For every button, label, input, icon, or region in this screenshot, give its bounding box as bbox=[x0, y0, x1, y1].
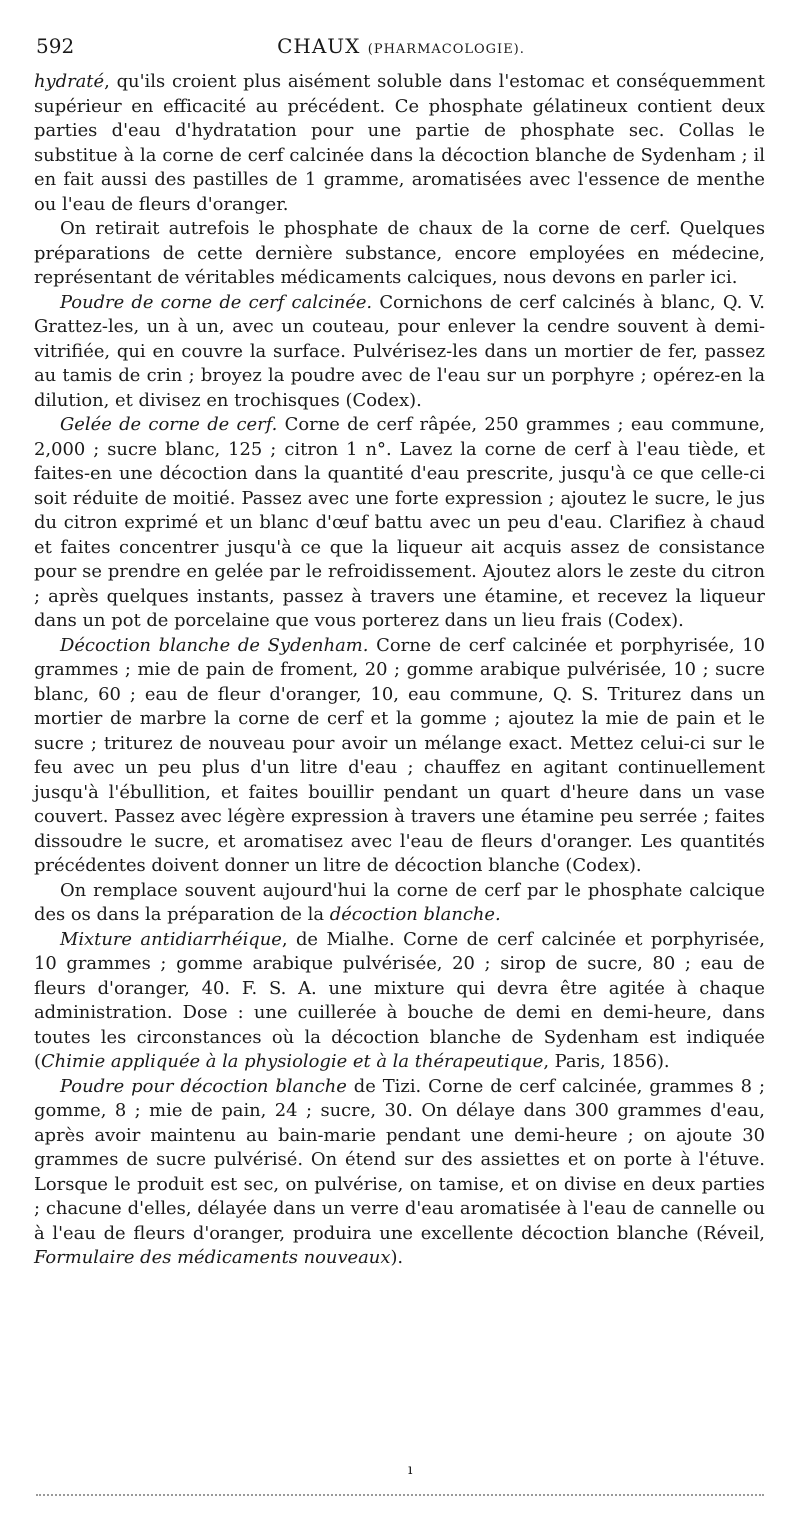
paragraph-text: , de Mialhe. Corne de cerf calcinée et porphyrisée, 10 grammes ; gomme arabique pulvérisée, 20 ; sirop de sucre, 80 ; eau de fleurs d'oranger, 40. F. S. A. une mixture qui devra être agitée à chaque administration. Dose : une cuillerée à bouche de demi en demi-heure, dans toutes les circonstances où la décoction blanche de Sydenham est indiquée ( bbox=[34, 928, 765, 1072]
italic-text: Mixture antidiarrhéique bbox=[60, 928, 282, 950]
italic-text: Chimie appliquée à la physiologie et à la thérapeutique bbox=[40, 1051, 544, 1072]
italic-text: Gelée de corne de cerf. bbox=[60, 414, 278, 435]
paragraph bbox=[34, 879, 765, 928]
italic-text: décoction blanche. bbox=[329, 904, 501, 925]
paragraph-text: On remplace souvent aujourd'hui la corne de cerf par le phosphate calcique des os dans la préparation de la bbox=[34, 879, 765, 925]
paragraph-text: On retirait autrefois le phosphate de chaux de la corne de cerf. Quelques préparations de cette dernière substance, encore employées en médecine, représentant de véritables médicaments calciques, nous devons en parler ici. bbox=[34, 218, 765, 288]
paragraph-text: , Paris, 1856). bbox=[543, 1051, 670, 1072]
running-head-title: CHAUX bbox=[277, 34, 361, 58]
paragraph-text: Corne de cerf calcinée et porphyrisée, 10 grammes ; mie de pain de froment, 20 ; gomme arabique pulvérisée, 10 ; sucre blanc, 60 ; eau de fleur d'oranger, 10, eau commune, Q. S. Triturez dans un mortier de marbre la corne de cerf et la gomme ; ajoutez la mie de pain et le sucre ; triturez de nouveau pour avoir un mélange exact. Mettez celui-ci sur le feu avec un peu plus d'un litre d'eau ; chauffez en agitant continuellement jusqu'à l'ébullition, et faites bouillir pendant un quart d'heure dans un vase couvert. Passez avec légère expression à travers une étamine peu serrée ; faites dissoudre le sucre, et aromatisez avec l'eau de fleurs d'oranger. Les quantités précédentes doivent donner un litre de décoction blanche (Codex). bbox=[34, 634, 765, 876]
page-number: 592 bbox=[36, 34, 75, 58]
italic-text: Poudre de corne de cerf calcinée. bbox=[60, 291, 373, 313]
body-text bbox=[34, 70, 765, 1271]
page-header bbox=[36, 34, 766, 64]
paragraph bbox=[34, 291, 765, 414]
paragraph bbox=[34, 413, 765, 634]
paragraph-text: de Tizi. Corne de cerf calcinée, grammes 8 ; gomme, 8 ; mie de pain, 24 ; sucre, 30. On délaye dans 300 grammes d'eau, après avoir maintenu au bain-marie pendant une demi-heure ; on ajoute 30 grammes de sucre pulvérisé. On étend sur des assiettes et on porte à l'étuve. Lorsque le produit est sec, on pulvérise, on tamise, et on divise en deux parties ; chacune d'elles, délayée dans un verre d'eau aromatisée à l'eau de cannelle ou à l'eau de fleurs d'oranger, produira une excellente décoction blanche (Réveil, bbox=[34, 1075, 766, 1244]
footer-rule bbox=[36, 1494, 764, 1496]
running-head-subtitle: (PHARMACOLOGIE). bbox=[367, 42, 525, 57]
paragraph-text: , qu'ils croient plus aisément soluble dans l'estomac et conséquemment supérieur en efficacité au précédent. Ce phosphate gélatineux contient deux parties d'eau d'hydratation pour une partie de phosphate sec. Collas le substitue à la corne de cerf calcinée dans la décoction blanche de Sydenham ; il en fait aussi des pastilles de 1 gramme, aromatisées avec l'essence de menthe ou l'eau de fleurs d'oranger. bbox=[34, 71, 765, 215]
paragraph bbox=[34, 928, 765, 1075]
italic-text: Décoction blanche de Sydenham. bbox=[60, 634, 369, 656]
paragraph bbox=[34, 70, 765, 217]
italic-text: Poudre pour décoction blanche bbox=[60, 1075, 347, 1097]
italic-text: Formulaire des médicaments nouveaux bbox=[34, 1247, 391, 1268]
paragraph-text: Cornichons de cerf calcinés à blanc, Q. V. Grattez-les, un à un, avec un couteau, pour enlever la cendre souvent à demi-vitrifiée, qui en couvre la surface. Pulvérisez-les dans un mortier de fer, passez au tamis de crin ; broyez la poudre avec de l'eau sur un porphyre ; opérez-en la dilution, et divisez en trochisques (Codex). bbox=[34, 291, 765, 411]
italic-text: hydraté bbox=[34, 71, 105, 92]
paragraph bbox=[34, 1075, 765, 1271]
paragraph-text: ). bbox=[390, 1247, 404, 1268]
paragraph bbox=[34, 634, 765, 879]
footer-mark: ı bbox=[408, 1462, 413, 1478]
paragraph-text: Corne de cerf râpée, 250 grammes ; eau commune, 2,000 ; sucre blanc, 125 ; citron 1 n°. Lavez la corne de cerf à l'eau tiède, et faites-en une décoction dans la quantité d'eau prescrite, jusqu'à ce que celle-ci soit réduite de moitié. Passez avec une forte expression ; ajoutez le sucre, le jus du citron exprimé et un blanc d'œuf battu avec un peu d'eau. Clarifiez à chaud et faites concentrer jusqu'à ce que la liqueur ait acquis assez de consistance pour se prendre en gelée par le refroidissement. Ajoutez alors le zeste du citron ; après quelques instants, passez à travers une étamine, et recevez la liqueur dans un pot de porcelaine que vous porterez dans un lieu frais (Codex). bbox=[34, 414, 765, 631]
running-head bbox=[36, 34, 766, 58]
paragraph bbox=[34, 217, 765, 291]
